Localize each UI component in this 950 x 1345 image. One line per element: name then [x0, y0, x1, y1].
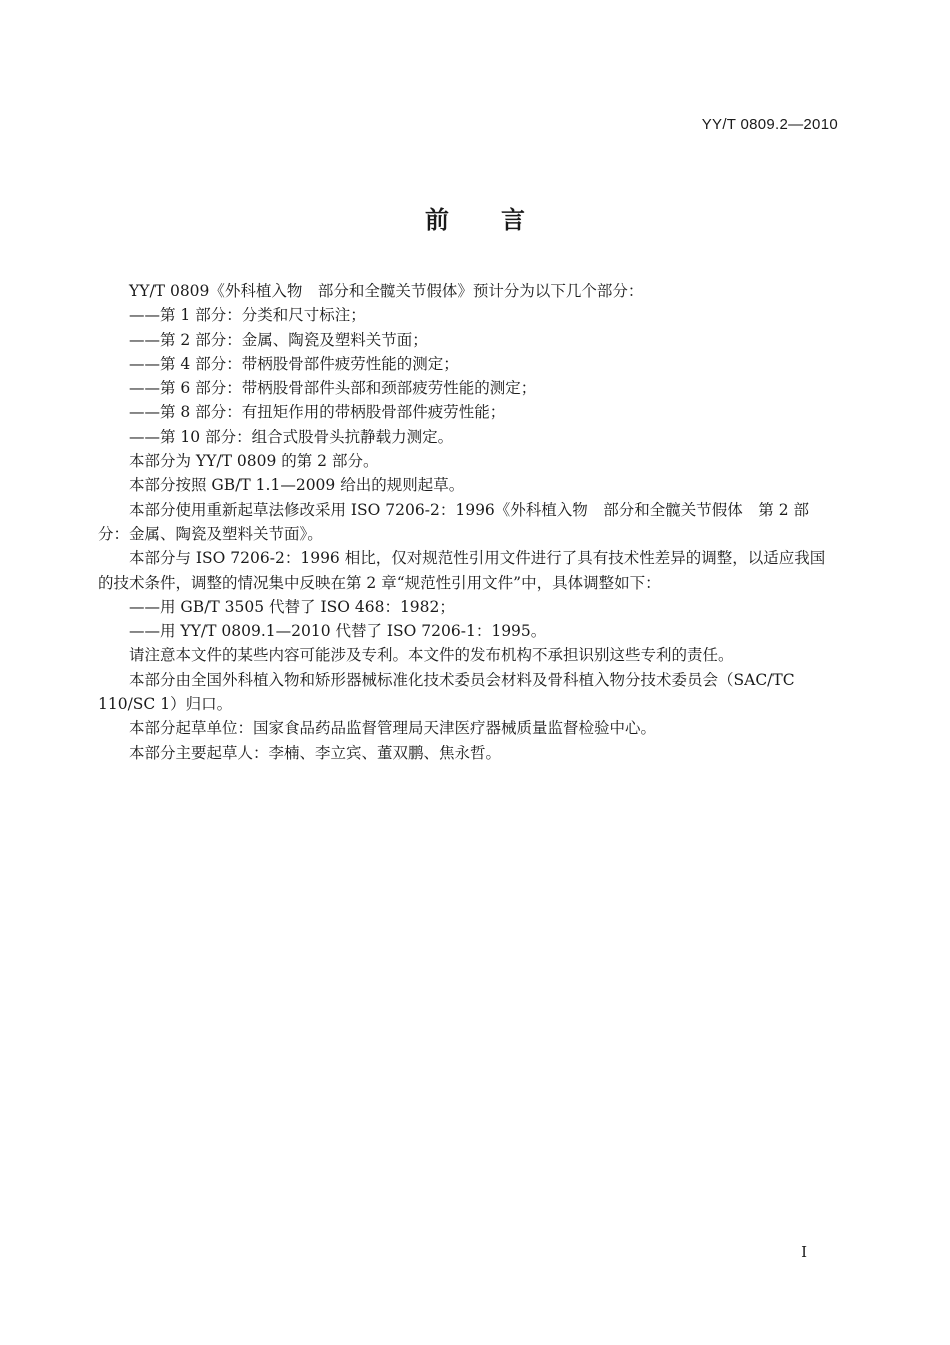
- paragraph: 本部分由全国外科植入物和矫形器械标准化技术委员会材料及骨科植入物分技术委员会（SAC/TC 110/SC 1）归口。: [98, 670, 795, 714]
- page-number: I: [801, 1243, 807, 1261]
- paragraph: 本部分按照 GB/T 1.1—2009 给出的规则起草。: [129, 476, 465, 495]
- paragraph: 本部分为 YY/T 0809 的第 2 部分。: [129, 452, 379, 471]
- paragraph: 本部分使用重新起草法修改采用 ISO 7206-2：1996《外科植入物 部分和全髋关节假体 第 2 部分：金属、陶瓷及塑料关节面》。: [98, 500, 810, 543]
- list-item: ——第 8 部分：有扭矩作用的带柄股骨部件疲劳性能；: [129, 403, 506, 422]
- intro-paragraph: YY/T 0809《外科植入物 部分和全髋关节假体》预计分为以下几个部分：: [129, 282, 644, 300]
- paragraph: 本部分与 ISO 7206-2：1996 相比，仅对规范性引用文件进行了具有技术性差异的调整，以适应我国的技术条件，调整的情况集中反映在第 2 章“规范性引用文件”中，具体调整如下：: [98, 549, 826, 592]
- paragraph: 请注意本文件的某些内容可能涉及专利。本文件的发布机构不承担识别这些专利的责任。: [129, 646, 734, 665]
- list-item: ——用 YY/T 0809.1—2010 代替了 ISO 7206-1：1995。: [129, 622, 547, 641]
- list-item: ——第 2 部分：金属、陶瓷及塑料关节面；: [129, 330, 428, 349]
- list-item: ——第 6 部分：带柄股骨部件头部和颈部疲劳性能的测定；: [129, 379, 537, 398]
- page-title: 前言: [425, 206, 577, 234]
- list-item: ——用 GB/T 3505 代替了 ISO 468：1982；: [129, 597, 455, 616]
- paragraph: 本部分主要起草人：李楠、李立宾、董双鹏、焦永哲。: [129, 743, 502, 762]
- list-item: ——第 1 部分：分类和尺寸标注；: [129, 306, 366, 325]
- list-item: ——第 4 部分：带柄股骨部件疲劳性能的测定；: [129, 354, 459, 373]
- list-item: ——第 10 部分：组合式股骨头抗静载力测定。: [129, 427, 454, 446]
- paragraph: 本部分起草单位：国家食品药品监督管理局天津医疗器械质量监督检验中心。: [129, 719, 657, 738]
- standard-code: YY/T 0809.2—2010: [701, 116, 838, 133]
- document-body: [98, 279, 838, 765]
